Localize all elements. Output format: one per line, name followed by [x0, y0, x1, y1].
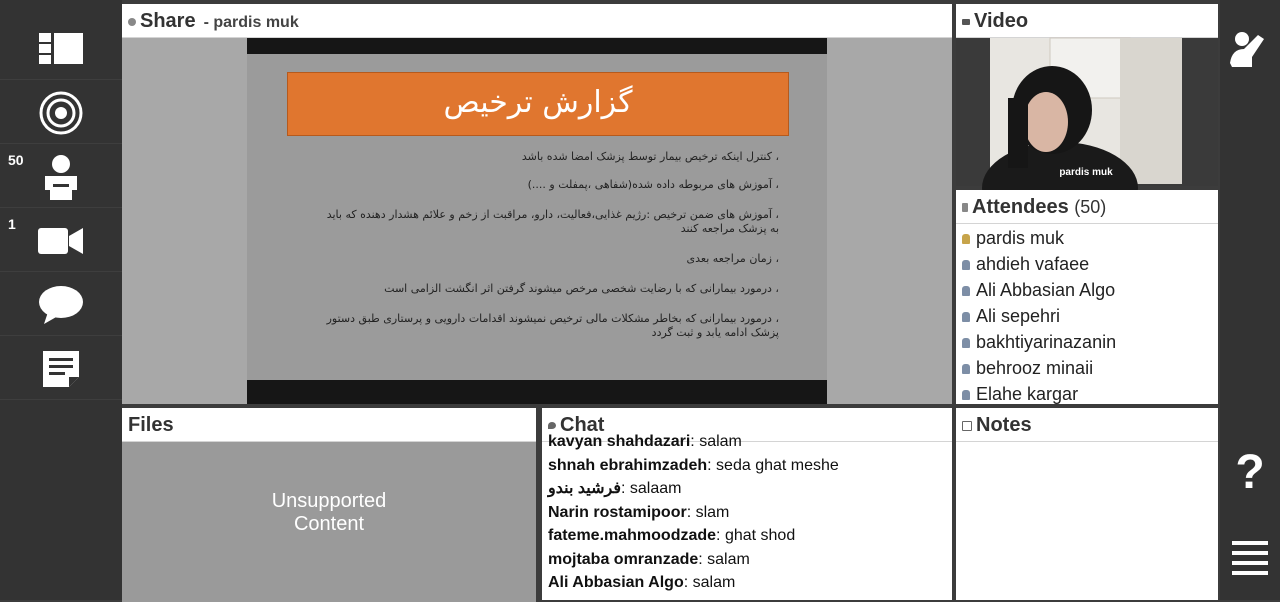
user-icon [962, 390, 970, 400]
chat-text: : slam [686, 503, 730, 521]
attendees-header [956, 190, 1218, 224]
layout-button[interactable] [0, 18, 122, 80]
chat-user: mojtaba omranzade [548, 550, 699, 568]
notes-button[interactable] [0, 338, 122, 400]
attendee-name: bakhtiyarinazanin [976, 332, 1117, 352]
user-icon [962, 286, 970, 296]
chat-message [542, 524, 952, 548]
slide-line: ، آموزش های ضمن ترخیص :رژیم غذایی،فعالیت، دارو، مراقبت از زخم و علائم هشدار دهنده که باید به پزشک مراجعه کنند [326, 208, 779, 235]
notes-icon [41, 349, 81, 389]
chat-text: : salam [690, 433, 742, 450]
slide-title: گزارش ترخیص [287, 72, 789, 136]
help-icon: ? [1235, 445, 1265, 499]
video-participant-name: pardis muk [1059, 167, 1113, 178]
chat-message [542, 477, 952, 501]
unsupported-line-1: Unsupported [271, 490, 387, 512]
slide-line: ، درمورد بیمارانی که بخاطر مشکلات مالی ترخیص نمیشوند اقدامات دارویی و پرستاری طبق دستور پزشک ادامه یابد و ثبت گردد [326, 312, 779, 339]
list-item[interactable] [956, 303, 1218, 329]
chat-user: kavyan shahdazari [548, 433, 691, 450]
share-icon [128, 18, 136, 26]
slide-line: ، درمورد بیمارانی که با رضایت شخصی مرخص میشوند گرفتن اثر انگشت الزامی است [384, 282, 779, 295]
user-icon [962, 260, 970, 270]
files-panel [122, 408, 536, 600]
user-icon [41, 154, 81, 200]
webcam-image [990, 38, 1182, 184]
chat-panel [542, 408, 952, 600]
layout-icon [39, 33, 83, 65]
user-icon [962, 338, 970, 348]
chat-message [542, 501, 952, 525]
raise-hand-icon [1228, 27, 1272, 71]
list-item[interactable] [956, 251, 1218, 277]
chat-message [542, 454, 952, 478]
camera-button[interactable] [0, 210, 122, 272]
video-header [956, 4, 1218, 38]
help-button[interactable] [1220, 440, 1280, 504]
files-title: Files [128, 414, 174, 436]
slide-line: ، زمان مراجعه بعدی [686, 252, 779, 265]
list-item[interactable] [956, 225, 1218, 251]
people-icon [962, 203, 968, 212]
chat-text: : seda ghat meshe [707, 456, 839, 474]
attendees-button[interactable] [0, 146, 122, 208]
attendee-name: pardis muk [976, 228, 1065, 248]
raise-hand-button[interactable] [1220, 18, 1280, 80]
files-content [122, 442, 536, 602]
camera-icon [38, 226, 84, 256]
participants-count-badge: 50 [8, 152, 24, 168]
attendees-title: Attendees [972, 196, 1069, 218]
presenter-name: - pardis muk [203, 14, 299, 31]
attendee-list [956, 224, 1218, 407]
list-item[interactable] [956, 355, 1218, 381]
chat-user: Ali Abbasian Algo [548, 574, 684, 591]
chat-button[interactable] [0, 274, 122, 336]
attendee-name: Ali Abbasian Algo [976, 280, 1116, 300]
menu-icon [1230, 537, 1270, 577]
slide-line: ، آموزش های مربوطه داده شده(شفاهی ،پمفلت و ....) [527, 178, 779, 191]
target-icon [39, 91, 83, 135]
list-item[interactable] [956, 329, 1218, 355]
polls-button[interactable] [0, 82, 122, 144]
user-icon [962, 364, 970, 374]
list-item[interactable] [956, 277, 1218, 303]
attendee-name: Ali sepehri [976, 306, 1061, 326]
share-title: Share [140, 10, 196, 32]
share-panel [122, 4, 952, 404]
slide-line: ، کنترل اینکه ترخیص بیمار توسط پزشک امضا شده باشد [521, 150, 779, 163]
chat-text: : salam [683, 574, 736, 591]
camera-count-badge: 1 [8, 216, 16, 232]
chat-icon [548, 422, 556, 429]
video-icon [962, 19, 970, 25]
webcam-feed[interactable] [990, 38, 1182, 184]
share-header [122, 4, 952, 38]
attendees-panel [956, 190, 1218, 404]
left-toolbar [0, 0, 122, 600]
notes-header [956, 408, 1218, 442]
chat-message [542, 430, 952, 454]
chat-user: shnah ebrahimzadeh [548, 456, 708, 474]
chat-text: : ghat shod [716, 527, 796, 544]
notes-title: Notes [976, 414, 1032, 436]
chat-title: Chat [560, 414, 605, 436]
files-header [122, 408, 536, 442]
note-icon [962, 421, 972, 431]
list-item[interactable] [956, 381, 1218, 407]
notes-editor[interactable] [956, 442, 1218, 600]
chat-user: fateme.mahmoodzade [548, 527, 717, 544]
host-user-icon [962, 234, 970, 244]
chat-user: فرشید بندو [548, 480, 621, 497]
chat-user: Narin rostamipoor [548, 503, 687, 521]
attendee-name: behrooz minaii [976, 358, 1094, 378]
presentation-slide [247, 54, 827, 380]
user-icon [962, 312, 970, 322]
attendee-name: Elahe kargar [976, 384, 1079, 404]
video-title: Video [974, 10, 1029, 32]
chat-message [542, 571, 952, 595]
unsupported-line-2: Content [293, 513, 365, 535]
chat-text: : salam [698, 550, 750, 568]
chat-messages[interactable] [542, 433, 952, 600]
notes-panel [956, 408, 1218, 600]
video-panel [956, 4, 1218, 186]
share-stage [122, 38, 952, 404]
right-toolbar [1220, 0, 1280, 600]
attendee-name: ahdieh vafaee [976, 254, 1090, 274]
chat-message [542, 548, 952, 572]
attendees-count: (50) [1074, 197, 1107, 217]
chat-bubble-icon [38, 284, 84, 326]
chat-text: : salaam [620, 480, 682, 497]
menu-button[interactable] [1220, 520, 1280, 594]
